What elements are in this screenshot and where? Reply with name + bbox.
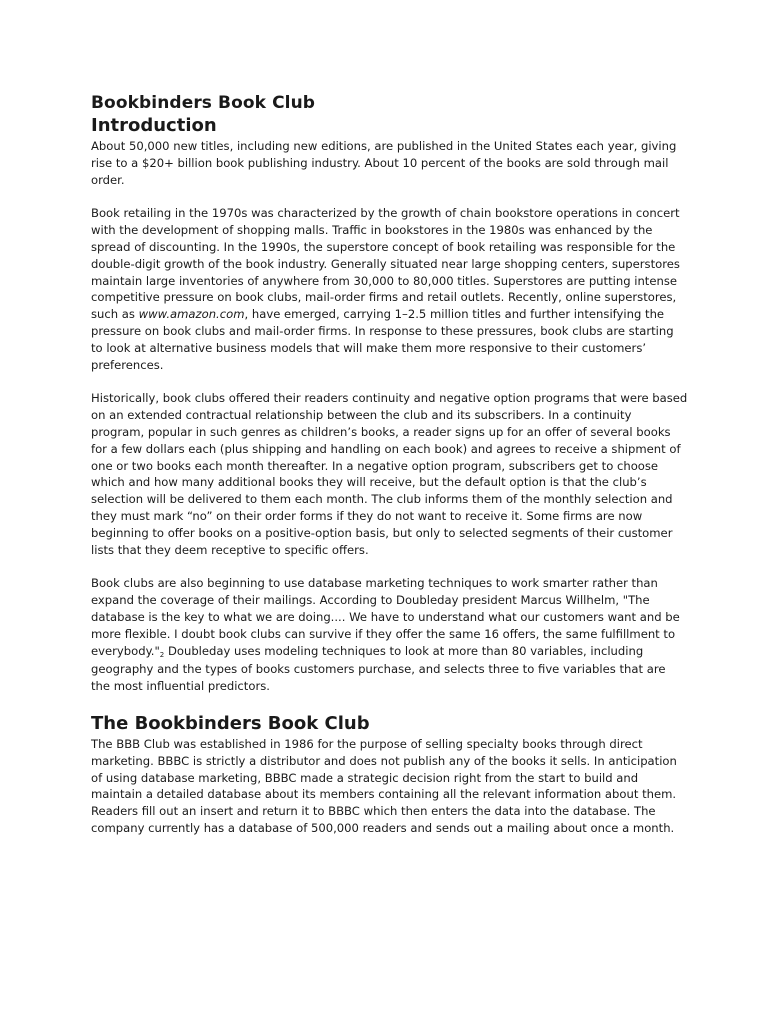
amazon-url-text: www.amazon.com bbox=[138, 307, 245, 322]
paragraph-intro-2 bbox=[91, 205, 688, 373]
section-heading-introduction: Introduction bbox=[91, 115, 217, 136]
footnote-marker: 2 bbox=[159, 650, 165, 659]
document-title: Bookbinders Book Club bbox=[91, 93, 316, 113]
paragraph-text: Book retailing in the 1970s was characterized by the growth of chain bookstore operations in concert with the development of shopping malls. Traffic in bookstores in the 1980s was enhanced by the spread of discounting. In the 1990s, the superstore concept of book retailing was responsible for the double-digit growth of the book industry. Generally situated near large shopping centers, superstores maintain large inventories of anywhere from 30,000 to 80,000 titles. Superstores are putting intense competitive pressure on book clubs, mail-order firms and retail outlets. Recently, online superstores, such as bbox=[91, 206, 680, 322]
paragraph-intro-3: Historically, book clubs offered their readers continuity and negative option programs that were based on an extended contractual relationship between the club and its subscribers. In a continuity program, popular in such genres as children’s books, a reader signs up for an offer of several books for a few dollars each (plus shipping and handling on each book) and agrees to receive a shipment of one or two books each month thereafter. In a negative option program, subscribers get to choose which and how many additional books they will receive, but the default option is that the club’s selection will be delivered to them each month. The club informs them of the monthly selection and they must mark “no” on their order forms if they do not want to receive it. Some firms are now beginning to offer books on a positive-option basis, but only to selected segments of their customer lists that they deem receptive to specific offers. bbox=[91, 391, 688, 557]
paragraph-text: Doubleday uses modeling techniques to look at more than 80 variables, including geography and the types of books customers purchase, and selects three to five variables that are the most influential predictors. bbox=[91, 643, 666, 694]
paragraph-text: , have emerged, carrying 1–2.5 million titles and further intensifying the pressure on book clubs and mail-order firms. In response to these pressures, book clubs are starting to look at alternative business models that will make them more responsive to their customers’ preferences. bbox=[91, 307, 674, 372]
section-heading-bookbinders: The Bookbinders Book Club bbox=[91, 712, 370, 734]
paragraph-bbb-1: The BBB Club was established in 1986 for the purpose of selling specialty books through direct marketing. BBBC is strictly a distributor and does not publish any of the books it sells. In anticipation of using database marketing, BBBC made a strategic decision right from the start to build and maintain a detailed database about its members containing all the relevant information about them. Readers fill out an insert and return it to BBBC which then enters the data into the database. The company currently has a database of 500,000 readers and sends out a mailing about once a month. bbox=[91, 736, 677, 835]
paragraph-intro-1: About 50,000 new titles, including new editions, are published in the United States each year, giving rise to a $20+ billion book publishing industry. About 10 percent of the books are sold through mail order. bbox=[91, 139, 677, 187]
paragraph-intro-4 bbox=[91, 575, 688, 695]
paragraph-text: Book clubs are also beginning to use database marketing techniques to work smarter rather than expand the coverage of their mailings. According to Doubleday president Marcus Willhelm, "The database is the key to what we are doing.... We have to understand what our customers want and be more flexible. I doubt book clubs can survive if they offer the same 16 offers, the same fulfillment to everybody." bbox=[91, 576, 680, 658]
